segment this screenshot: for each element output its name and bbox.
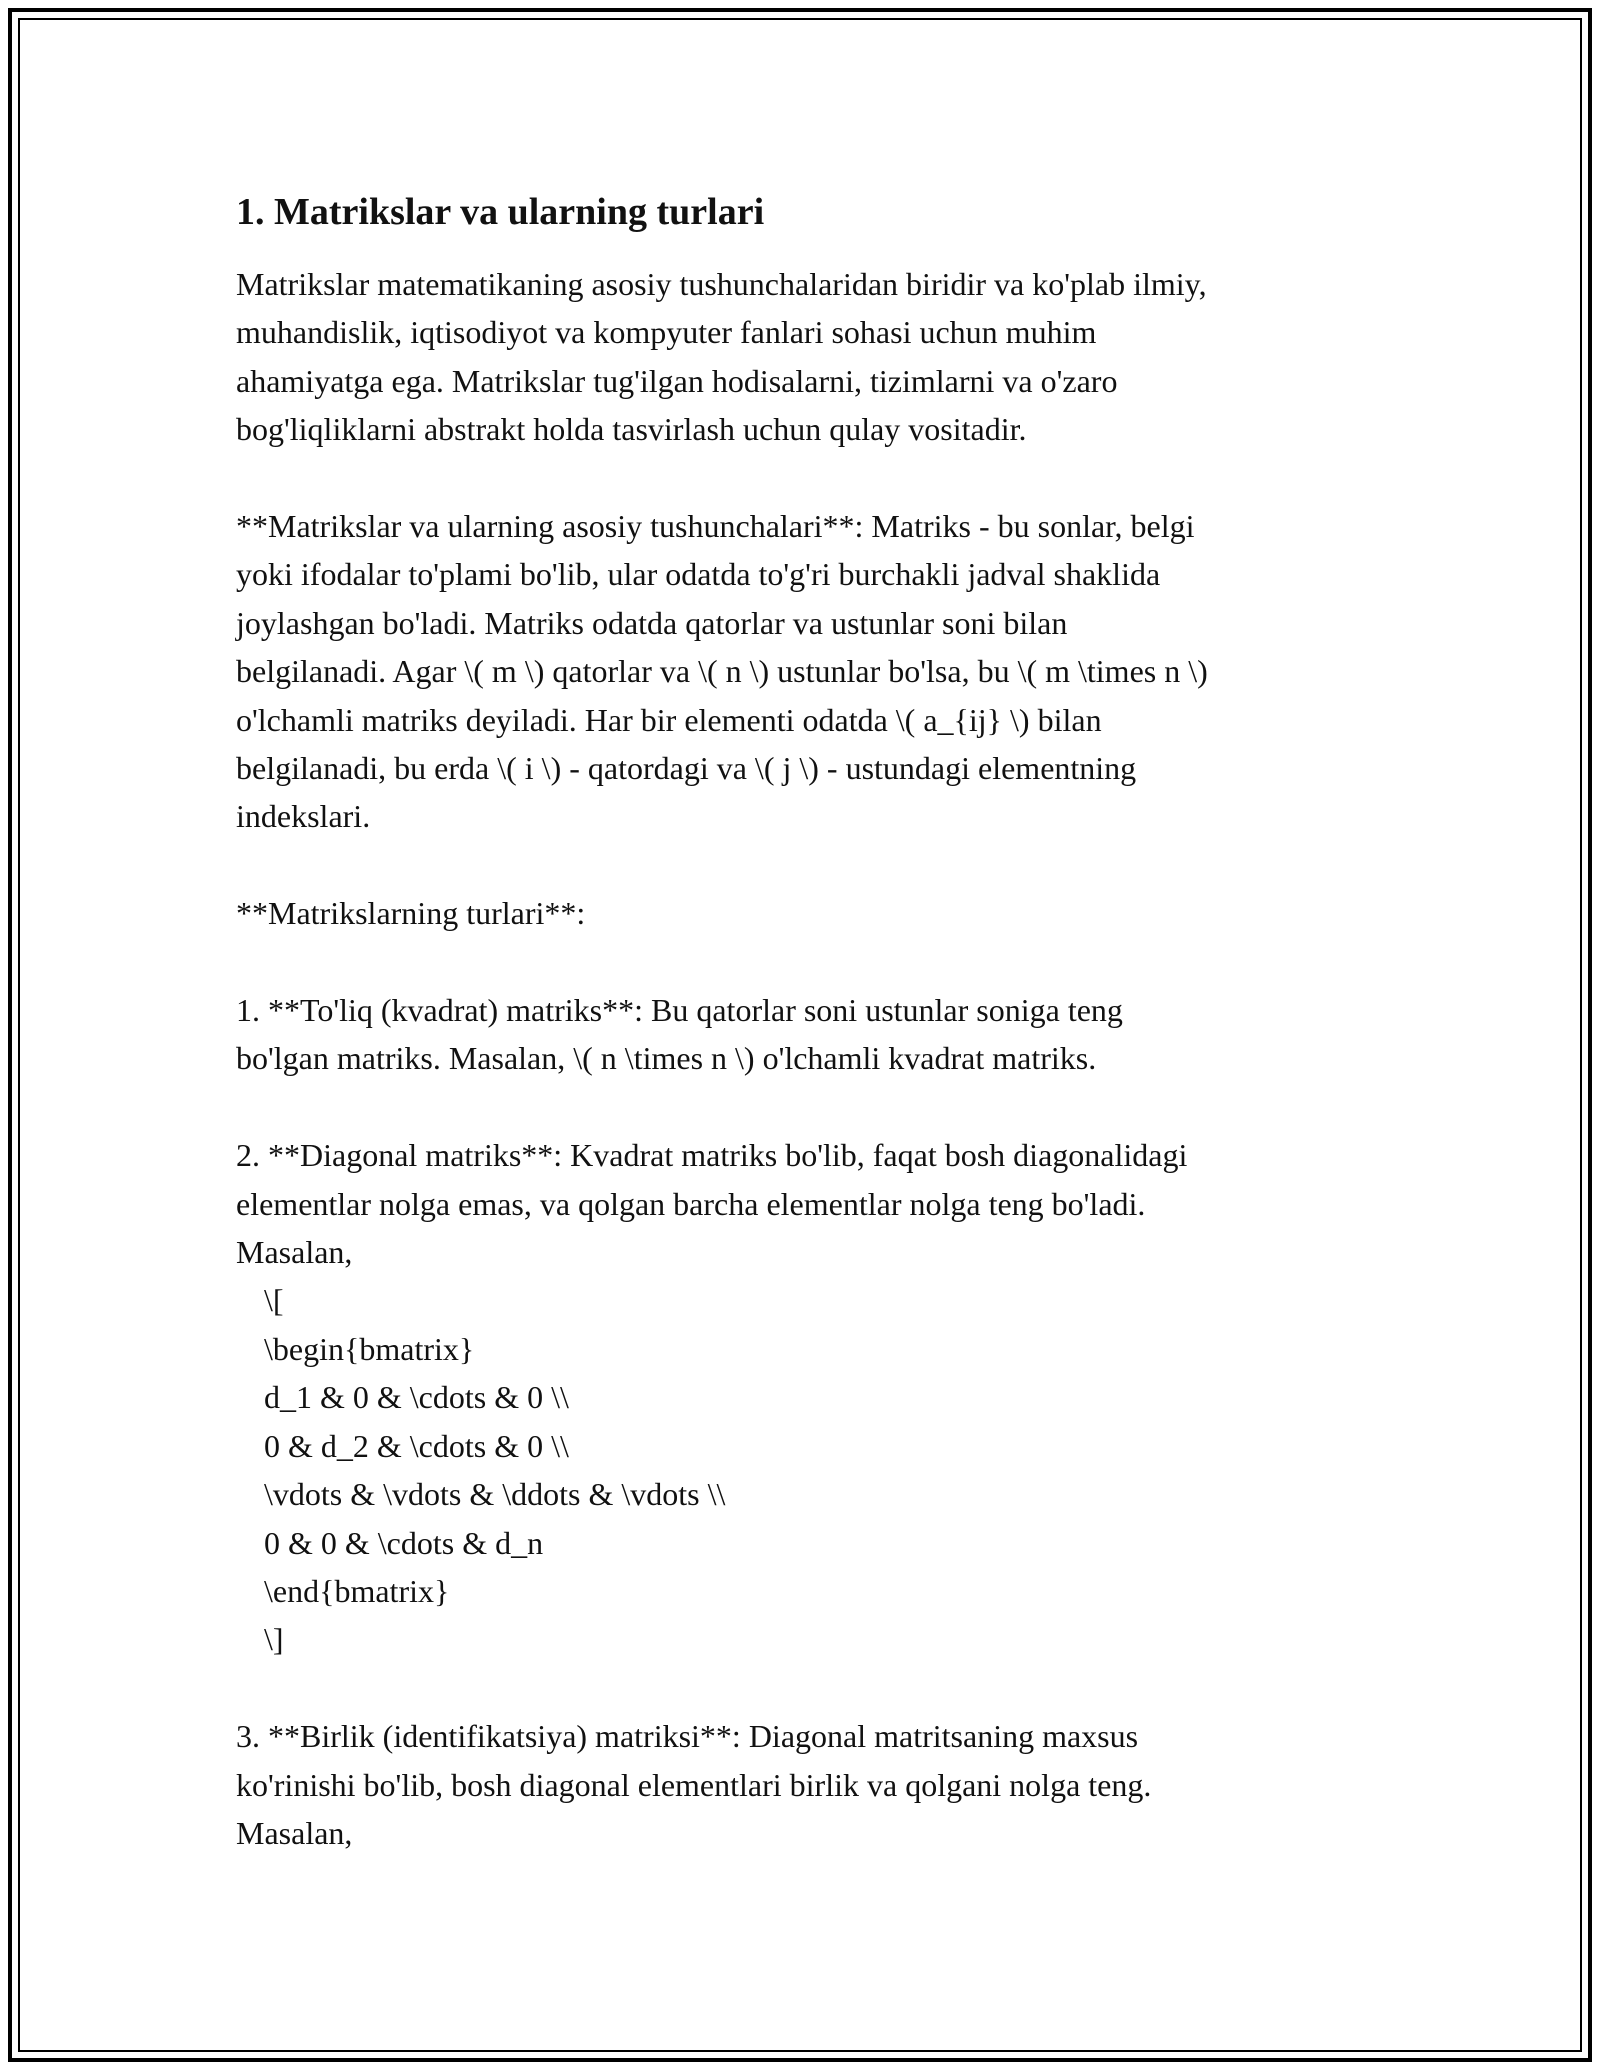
list-item-diagonal-matrix: 2. **Diagonal matriks**: Kvadrat matriks bo'lib, faqat bosh diagonalidagi elementlar nolga emas, va qolgan barcha elementlar nolga teng bo'ladi. Masalan, [236,1137,1188,1271]
latex-line: 0 & 0 & \cdots & d_n [264,1524,544,1561]
list-item-identity-matrix: 3. **Birlik (identifikatsiya) matriksi**: Diagonal matritsaning maxsus ko'rinishi bo'lib, bosh diagonal elementlari birlik va qolgani nolga teng. Masalan, [236,1718,1152,1851]
latex-line: \begin{bmatrix} [264,1330,475,1367]
types-heading: **Matrikslarning turlari**: [236,895,586,932]
latex-line: 0 & d_2 & \cdots & 0 \\ [264,1427,569,1464]
latex-line: \end{bmatrix} [264,1572,450,1609]
latex-line: \vdots & \vdots & \ddots & \vdots \\ [264,1476,726,1513]
latex-line: \[ [264,1282,284,1319]
latex-line: d_1 & 0 & \cdots & 0 \\ [264,1379,569,1416]
document-body [236,188,1366,1857]
latex-matrix-block [236,1276,1366,1663]
section-heading: 1. Matrikslar va ularning turlari [236,191,765,233]
latex-line: \] [264,1621,284,1658]
list-item-square-matrix: 1. **To'liq (kvadrat) matriks**: Bu qatorlar soni ustunlar soniga teng bo'lgan matriks. Masalan, \( n \times n \) o'lchamli kvadrat matriks. [236,992,1123,1077]
intro-paragraph: Matrikslar matematikaning asosiy tushunchalaridan biridir va ko'plab ilmiy, muhandislik, iqtisodiyot va kompyuter fanlari sohasi uchun muhim ahamiyatga ega. Matrikslar tug'ilgan hodisalarni, tizimlarni va o'zaro bog'liqliklarni abstrakt holda tasvirlash uchun qulay vositadir. [236,266,1207,448]
concepts-paragraph: **Matrikslar va ularning asosiy tushunchalari**: Matriks - bu sonlar, belgi yoki ifodalar to'plami bo'lib, ular odatda to'g'ri burchakli jadval shaklida joylashgan bo'ladi. Matriks odatda qatorlar va ustunlar soni bilan belgilanadi. Agar \( m \) qatorlar va \( n \) ustunlar bo'lsa, bu \( m \times n \) o'lchamli matriks deyiladi. Har bir elementi odatda \( a_{ij} \) bilan belgilanadi, bu erda \( i \) - qatordagi va \( j \) - ustundagi elementning indekslari. [236,508,1208,835]
